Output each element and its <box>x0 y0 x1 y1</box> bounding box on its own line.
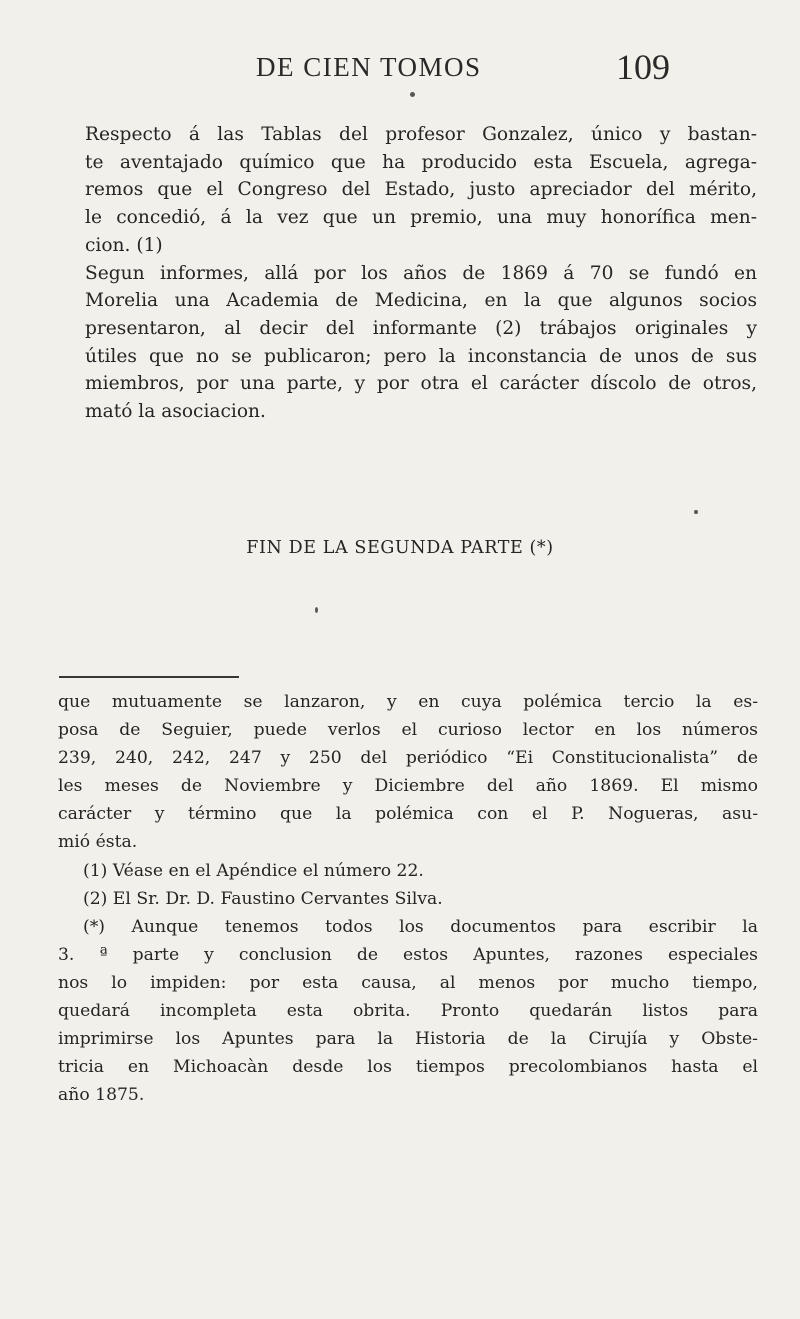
footnotes <box>58 688 758 1109</box>
footnote-line: carácter y término que la polémica con el P. Nogueras, asu- <box>58 804 758 825</box>
text-line: te aventajado químico que ha producido esta Escuela, agrega- <box>85 151 757 173</box>
text-line: mató la asociacion. <box>85 401 266 423</box>
footnote-line: imprimirse los Apuntes para la Historia de la Cirujía y Obste- <box>58 1029 758 1050</box>
footnote-star-continued <box>58 941 758 1110</box>
paragraph-tablas <box>57 121 757 260</box>
text-line: le concedió, á la vez que un premio, una muy honorífica men- <box>85 207 757 229</box>
paragraph-academia <box>57 260 757 426</box>
footnote-line: (*) Aunque tenemos todos los documentos para escribir la <box>83 916 758 937</box>
footnote-line: nos lo impiden: por esta causa, al menos por mucho tiempo, <box>58 972 758 993</box>
section-end-text: FIN DE LA SEGUNDA PARTE (*) <box>246 538 554 558</box>
footnote-line: tricia en Michoacàn desde los tiempos precolombianos hasta el <box>58 1057 758 1078</box>
footnote-line: les meses de Noviembre y Diciembre del año 1869. El mismo <box>58 776 758 797</box>
footnote-line: que mutuamente se lanzaron, y en cuya polémica tercio la es- <box>58 692 758 712</box>
footnote-line: posa de Seguier, puede verlos el curioso lector en los números <box>58 720 758 741</box>
footnote-1 <box>58 857 758 885</box>
print-speck <box>694 510 698 514</box>
print-speck <box>410 92 415 97</box>
text-line: miembros, por una parte, y por otra el carácter díscolo de otros, <box>85 373 757 395</box>
main-text <box>57 121 757 426</box>
text-line: útiles que no se publicaron; pero la inconstancia de unos de sus <box>85 345 757 367</box>
text-line: Segun informes, allá por los años de 1869 á 70 se fundó en <box>85 262 757 284</box>
print-speck <box>315 607 318 613</box>
footnote-line: quedará incompleta esta obrita. Pronto quedarán listos para <box>58 1001 758 1022</box>
text-line: remos que el Congreso del Estado, justo apreciador del mérito, <box>85 179 757 201</box>
footnote-line: año 1875. <box>58 1085 145 1106</box>
page-number: 109 <box>616 47 670 87</box>
footnote-line: 3. ª parte y conclusion de estos Apuntes, razones especiales <box>58 944 758 965</box>
footnote-line: 239, 240, 242, 247 y 250 del periódico “Ei Constitucionalista” de <box>58 748 758 769</box>
footnote-rule <box>59 676 239 678</box>
running-head <box>0 46 800 86</box>
text-line: presentaron, al decir del informante (2) trábajos originales y <box>85 317 757 339</box>
text-line: Respecto á las Tablas del profesor Gonzalez, único y bastan- <box>85 124 757 145</box>
footnote-line: mió ésta. <box>58 832 138 853</box>
footnote-line: (1) Véase en el Apéndice el número 22. <box>83 860 424 881</box>
footnote-line: (2) El Sr. Dr. D. Faustino Cervantes Silva. <box>83 888 443 909</box>
text-line: Morelia una Academia de Medicina, en la que algunos socios <box>85 290 757 312</box>
footnote-continuation <box>58 688 758 857</box>
section-end-heading <box>0 538 800 558</box>
footnote-star <box>58 913 758 941</box>
running-title: DE CIEN TOMOS <box>256 52 482 82</box>
footnote-2 <box>58 885 758 913</box>
text-line: cion. (1) <box>85 234 163 256</box>
